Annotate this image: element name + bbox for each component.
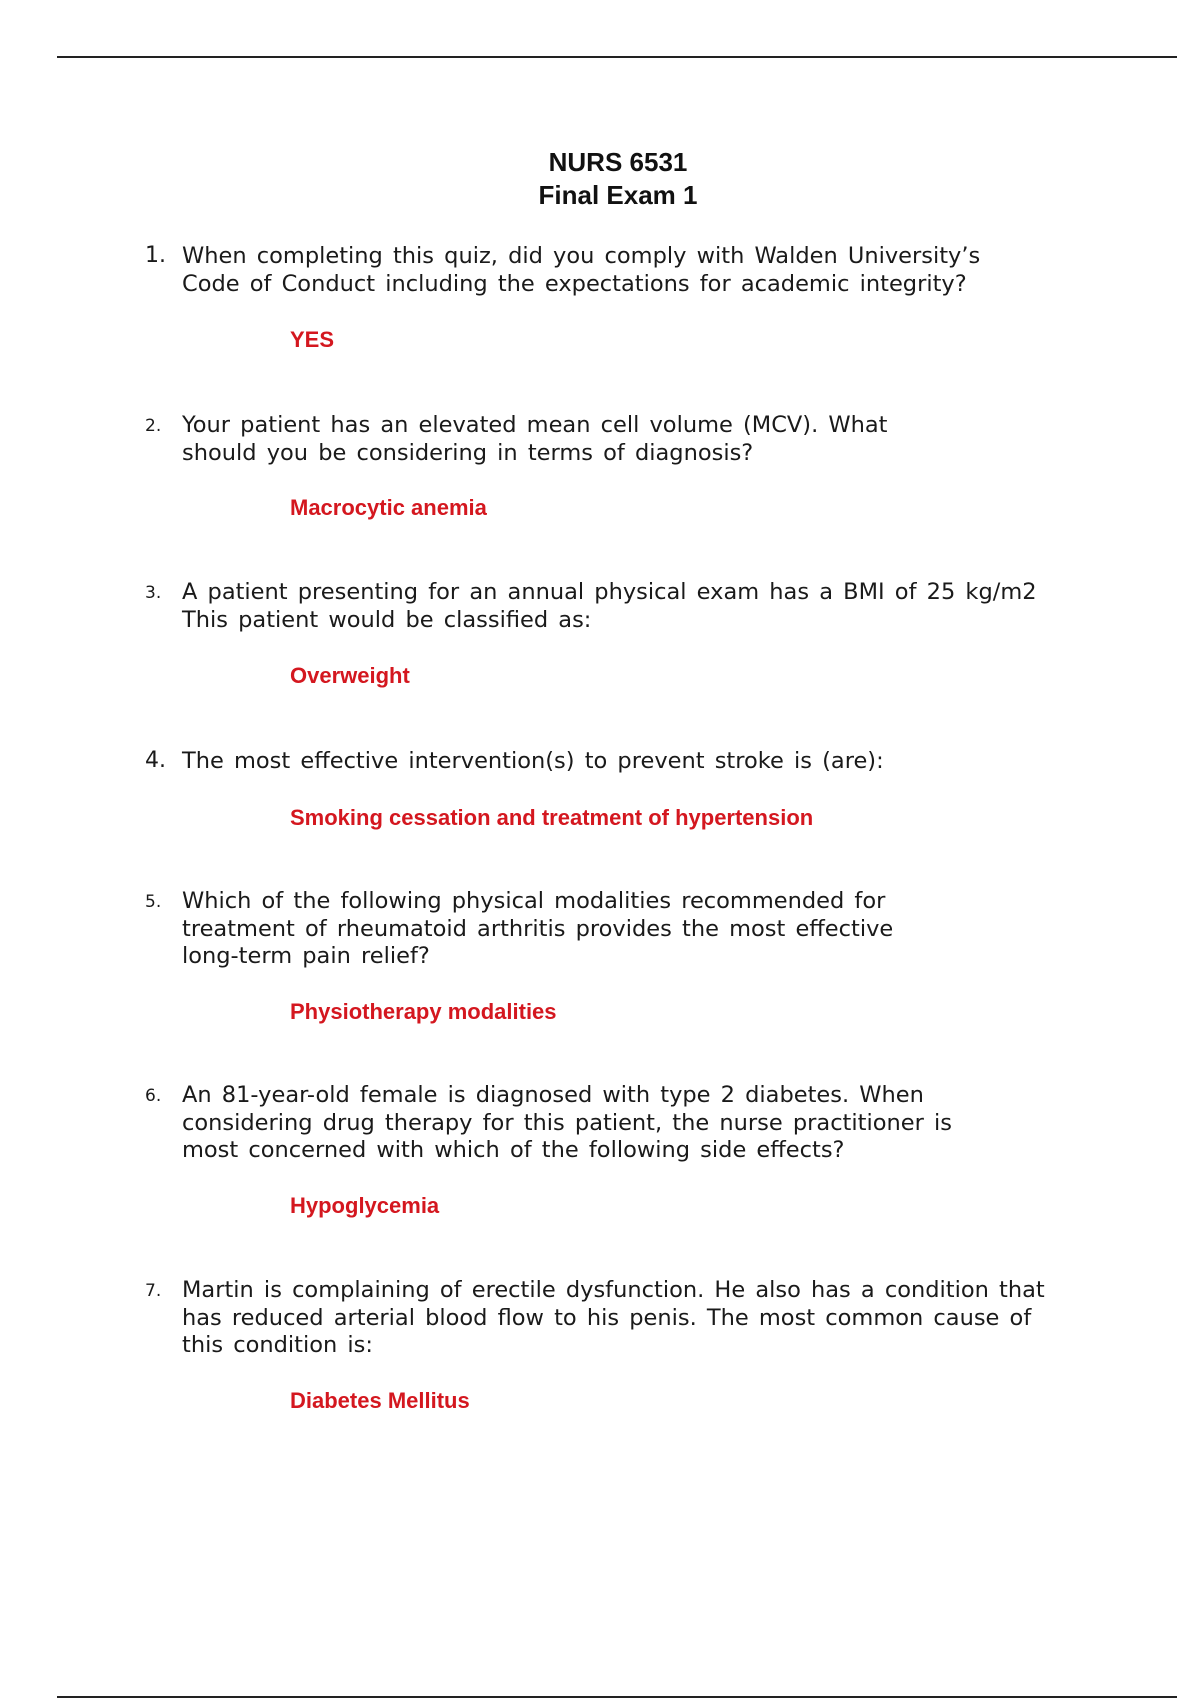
answer-3: Overweight [290, 663, 410, 688]
question-number: 1. [145, 243, 166, 268]
question-number: 3. [145, 583, 162, 603]
top-rule [57, 56, 1177, 58]
question-line: This patient would be classified as: [182, 606, 592, 633]
bottom-rule [57, 1696, 1177, 1698]
question-text [182, 243, 980, 298]
question-line: An 81-year-old female is diagnosed with type 2 diabetes. When [182, 1082, 924, 1108]
question-number: 6. [145, 1086, 162, 1106]
answer-6: Hypoglycemia [290, 1193, 440, 1218]
question-text [182, 888, 893, 971]
question-line: should you be considering in terms of diagnosis? [182, 439, 754, 466]
answer-5: Physiotherapy modalities [290, 999, 557, 1024]
exam-title: Final Exam 1 [538, 180, 698, 210]
question-line: When completing this quiz, did you comply with Walden University’s [182, 243, 981, 269]
question-line: most concerned with which of the following side effects? [182, 1137, 845, 1163]
question-line: has reduced arterial blood flow to his penis. The most common cause of [182, 1304, 1032, 1331]
question-text [182, 748, 884, 776]
question-text [182, 1277, 1045, 1360]
question-line: this condition is: [182, 1332, 373, 1358]
course-code: NURS 6531 [548, 147, 688, 177]
question-text [182, 579, 1037, 634]
question-number: 2. [145, 416, 162, 436]
answer-2: Macrocytic anemia [290, 495, 487, 520]
question-number: 7. [145, 1281, 162, 1301]
answer-4: Smoking cessation and treatment of hypertension [290, 805, 814, 830]
question-line: considering drug therapy for this patient, the nurse practitioner is [182, 1109, 952, 1136]
question-line: Martin is complaining of erectile dysfunction. He also has a condition that [182, 1277, 1045, 1303]
question-line: long-term pain relief? [182, 943, 430, 969]
question-line: treatment of rheumatoid arthritis provides the most effective [182, 915, 894, 942]
question-number: 5. [145, 892, 162, 912]
question-line: The most effective intervention(s) to prevent stroke is (are): [182, 748, 884, 774]
answer-7: Diabetes Mellitus [290, 1388, 470, 1413]
answer-1: YES [290, 327, 335, 352]
question-line: A patient presenting for an annual physical exam has a BMI of 25 kg/m2 [182, 579, 1037, 605]
question-line: Your patient has an elevated mean cell volume (MCV). What [182, 412, 888, 438]
question-text [182, 1082, 952, 1165]
question-number: 4. [145, 748, 166, 773]
question-line: Which of the following physical modalities recommended for [182, 888, 886, 914]
title-block [0, 146, 1200, 212]
question-text [182, 412, 888, 467]
question-line: Code of Conduct including the expectations for academic integrity? [182, 270, 967, 297]
